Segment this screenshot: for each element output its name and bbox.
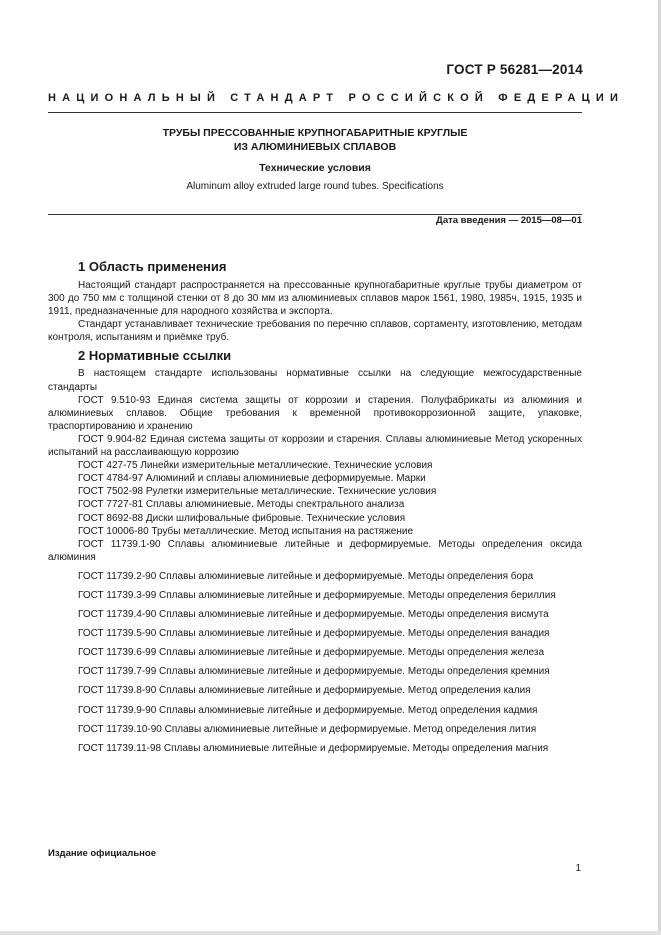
edition-label: Издание официальное <box>48 848 156 859</box>
standard-number: ГОСТ Р 56281—2014 <box>446 62 583 77</box>
reference-item: ГОСТ 4784-97 Алюминий и сплавы алюминиевые деформируемые. Марки <box>78 473 426 485</box>
normative-references-list <box>48 394 582 755</box>
reference-item: ГОСТ 8692-88 Диски шлифовальные фибровые. Технические условия <box>78 512 406 524</box>
reference-item: ГОСТ 11739.5-90 Сплавы алюминиевые литейные и деформируемые. Методы определения ванадия <box>78 628 550 640</box>
section-1-paragraph: Стандарт устанавливает технические требования по перечню сплавов, сортаменту, изготовлению, методам контроля, испытаниям и приёмке труб. <box>48 319 582 344</box>
effective-date: Дата введения — 2015—08—01 <box>436 215 582 226</box>
reference-item: ГОСТ 11739.3-99 Сплавы алюминиевые литейные и деформируемые. Методы определения бериллия <box>78 589 556 601</box>
section-1-heading: 1 Область применения <box>78 259 227 274</box>
reference-item: ГОСТ 427-75 Линейки измерительные металлические. Технические условия <box>78 460 433 472</box>
title-line-2: ИЗ АЛЮМИНИЕВЫХ СПЛАВОВ <box>233 141 397 153</box>
page-number: 1 <box>575 863 581 874</box>
reference-item: ГОСТ 7502-98 Рулетки измерительные металлические. Технические условия <box>78 486 437 498</box>
section-1-paragraph: Настоящий стандарт распространяется на прессованные крупногабаритные круглые трубы диаметром от 300 до 750 мм с толщиной стенки от 8 до 30 мм из алюминиевых сплавов марок 1561, 1980, 1985ч, 1915, 1935 и 1911, предназначенные для народного хозяйства и экспорта. <box>48 280 582 318</box>
reference-item: ГОСТ 10006-80 Трубы металлические. Метод испытания на растяжение <box>78 525 414 537</box>
reference-item: ГОСТ 11739.10-90 Сплавы алюминиевые литейные и деформируемые. Метод определения лития <box>78 723 537 735</box>
national-standard-banner: НАЦИОНАЛЬНЫЙ СТАНДАРТ РОССИЙСКОЙ ФЕДЕРАЦИИ <box>48 92 625 104</box>
reference-item: ГОСТ 9.904-82 Единая система защиты от коррозии и старения. Сплавы алюминиевые Метод ускоренных испытаний на расслаивающую коррозию <box>48 433 582 459</box>
header-divider <box>48 112 582 113</box>
document-title <box>48 126 582 154</box>
reference-item: ГОСТ 11739.9-90 Сплавы алюминиевые литейные и деформируемые. Метод определения кадмия <box>78 704 538 716</box>
reference-item: ГОСТ 11739.11-98 Сплавы алюминиевые литейные и деформируемые. Методы определения магния <box>78 742 549 754</box>
reference-item: ГОСТ 7727-81 Сплавы алюминиевые. Методы спектрального анализа <box>78 499 405 511</box>
section-2-intro: В настоящем стандарте использованы нормативные ссылки на следующие межгосударственные стандарты <box>48 368 582 393</box>
reference-item: ГОСТ 11739.2-90 Сплавы алюминиевые литейные и деформируемые. Методы определения бора <box>78 570 534 582</box>
english-title: Aluminum alloy extruded large round tubes. Specifications <box>186 181 444 192</box>
reference-item: ГОСТ 9.510-93 Единая система защиты от коррозии и старения. Полуфабрикаты из алюминия и алюминиевых сплавов. Общие требования к временной противокоррозионной защите, упаковке, траспортированию и хранению <box>48 394 582 432</box>
reference-item: ГОСТ 11739.1-90 Сплавы алюминиевые литейные и деформируемые. Методы определения оксида алюминия <box>48 538 582 563</box>
document-subtitle: Технические условия <box>259 162 371 174</box>
reference-item: ГОСТ 11739.8-90 Сплавы алюминиевые литейные и деформируемые. Метод определения калия <box>78 685 531 697</box>
reference-item: ГОСТ 11739.6-99 Сплавы алюминиевые литейные и деформируемые. Методы определения железа <box>78 647 545 659</box>
page-bottom-shadow <box>0 931 661 935</box>
reference-item: ГОСТ 11739.4-90 Сплавы алюминиевые литейные и деформируемые. Методы определения висмута <box>78 609 549 621</box>
section-2-heading: 2 Нормативные ссылки <box>78 348 232 364</box>
document-body <box>48 259 582 761</box>
title-line-1: ТРУБЫ ПРЕССОВАННЫЕ КРУПНОГАБАРИТНЫЕ КРУГЛЫЕ <box>162 127 468 139</box>
reference-item: ГОСТ 11739.7-99 Сплавы алюминиевые литейные и деформируемые. Методы определения кремния <box>78 666 550 678</box>
